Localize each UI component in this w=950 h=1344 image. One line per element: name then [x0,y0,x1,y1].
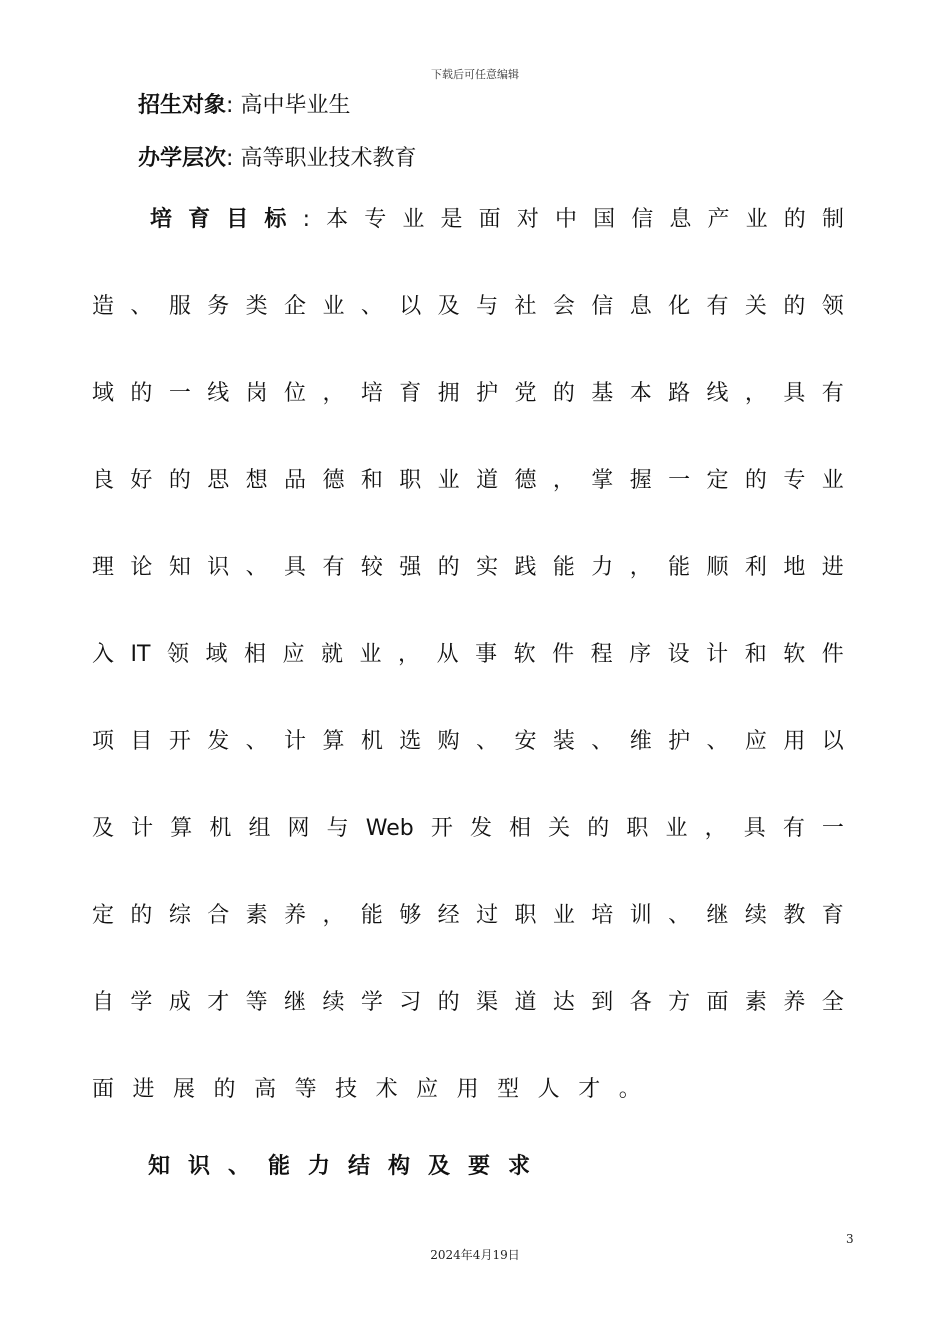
objective-char: 践 [514,555,537,580]
objective-char: 进 [821,555,844,580]
objective-char: 展 [173,1077,196,1102]
objective-char: 选 [399,729,422,754]
objective-char: 德 [322,468,345,493]
objective-char: 应 [416,1077,439,1102]
objective-char: 相 [243,642,266,667]
objective-char: ， [398,642,421,667]
objective-char: 算 [170,816,193,841]
objective-char: 拥 [437,381,460,406]
objective-char: 术 [375,1077,398,1102]
objective-char: 型 [497,1077,520,1102]
objective-line [92,466,844,496]
objective-separator: : [302,207,310,232]
objective-char: 。 [618,1077,641,1102]
objective-char: 力 [591,555,614,580]
objective-char: 领 [821,294,844,319]
objective-char: 域 [92,381,115,406]
objective-char: 人 [537,1077,560,1102]
objective-char: 护 [476,381,499,406]
objective-char: 、 [668,903,691,928]
objective-char: 事 [475,642,498,667]
objective-char: 素 [245,903,268,928]
objective-char: 域 [205,642,228,667]
objective-char: 机 [209,816,232,841]
objective-char: 、 [245,555,268,580]
objective-char: 护 [668,729,691,754]
objective-char: 过 [476,903,499,928]
objective-char: 制 [821,207,844,232]
objective-char: 企 [284,294,307,319]
objective-char: 本 [629,381,652,406]
objective-char: 、 [706,729,729,754]
objective-char: 强 [399,555,422,580]
objective-char: 职 [514,903,537,928]
objective-char: 发 [469,816,492,841]
objective-label-char: 培 [150,207,173,232]
objective-char: 面 [92,1077,115,1102]
objective-char: 育 [399,381,422,406]
objective-char: 以 [821,729,844,754]
objective-char: ， [322,903,345,928]
objective-char: 、 [360,294,383,319]
objective-char: 想 [245,468,268,493]
objective-char: 德 [514,468,537,493]
objective-char: 开 [430,816,453,841]
objective-char: 关 [548,816,571,841]
objective-char: 路 [668,381,691,406]
objective-char: 信 [591,294,614,319]
objective-char: 计 [284,729,307,754]
objective-char: ， [744,381,767,406]
objective-line [92,901,844,931]
objective-char: 的 [587,816,610,841]
objective-char: 一 [668,468,691,493]
objective-char: 具 [743,816,766,841]
objective-char: 职 [626,816,649,841]
objective-char: 一 [168,381,191,406]
objective-char: 线 [207,381,230,406]
objective-char: 从 [436,642,459,667]
objective-char: 渠 [476,990,499,1015]
objective-char: 组 [248,816,271,841]
objective-line [92,553,844,583]
objective-char: 具 [783,381,806,406]
objective-char: 对 [516,207,539,232]
objective-char: 软 [513,642,536,667]
objective-char: 入 [92,642,115,667]
objective-char: 及 [92,816,115,841]
objective-char: 业 [821,468,844,493]
objective-char: 用 [783,729,806,754]
objective-char: 培 [360,381,383,406]
objective-char: 顺 [706,555,729,580]
objective-char: 维 [629,729,652,754]
objective-char: 的 [552,381,575,406]
objective-char: 的 [130,903,153,928]
objective-char: 各 [629,990,652,1015]
objective-char: 够 [399,903,422,928]
objective-char: 有 [782,816,805,841]
objective-label-char: 目 [226,207,249,232]
objective-char: 掌 [591,468,614,493]
objective-char: 成 [168,990,191,1015]
objective-char: 实 [476,555,499,580]
objective-char: 职 [399,468,422,493]
objective-char: 、 [245,729,268,754]
objective-char: 购 [437,729,460,754]
footer-date: 2024年4月19日 [430,1248,520,1262]
education-level-value: 高等职业技术教育 [240,146,417,171]
objective-char: 继 [706,903,729,928]
objective-char: ， [629,555,652,580]
objective-line [92,1075,844,1105]
objective-char: 、 [476,729,499,754]
objective-char: 序 [629,642,652,667]
objective-char: 继 [284,990,307,1015]
objective-char: 产 [707,207,730,232]
enrollment-target-separator: : [226,93,234,118]
objective-char: 关 [744,294,767,319]
objective-char: 有 [322,555,345,580]
objective-char: 训 [629,903,652,928]
objective-char: 的 [437,990,460,1015]
objective-line [92,814,844,844]
objective-char: 有 [821,381,844,406]
objective-char: 专 [783,468,806,493]
objective-char: 用 [456,1077,479,1102]
objective-line [92,292,844,322]
objective-char: 能 [668,555,691,580]
objective-char: 业 [665,816,688,841]
objective-char: ， [552,468,575,493]
objective-char: 经 [437,903,460,928]
objective-char: 综 [168,903,191,928]
objective-char: 造 [92,294,115,319]
objective-char: 理 [92,555,115,580]
objective-char: 全 [821,990,844,1015]
objective-char: 有 [706,294,729,319]
header-note: 下载后可任意编辑 [431,68,519,81]
objective-char: 、 [591,729,614,754]
objective-char: Web [365,816,414,841]
objective-char: 育 [821,903,844,928]
objective-char: 业 [322,294,345,319]
objective-char: 素 [744,990,767,1015]
objective-char: 会 [552,294,575,319]
objective-char: 中 [554,207,577,232]
objective-char: 服 [168,294,191,319]
objective-char: 定 [706,468,729,493]
objective-char: 和 [744,642,767,667]
objective-char: 业 [402,207,425,232]
objective-char: 装 [552,729,575,754]
objective-char: 到 [591,990,614,1015]
enrollment-target-label: 招生对象 [138,93,227,118]
objective-char: 计 [131,816,154,841]
objective-char: 应 [282,642,305,667]
objective-char: 具 [284,555,307,580]
objective-char: 才 [207,990,230,1015]
objective-char: 线 [706,381,729,406]
objective-char: 和 [360,468,383,493]
objective-char: 培 [591,903,614,928]
objective-char: 岗 [245,381,268,406]
objective-char: 的 [168,468,191,493]
objective-char: 软 [783,642,806,667]
objective-char: 方 [668,990,691,1015]
objective-char: 良 [92,468,115,493]
objective-char: 论 [130,555,153,580]
objective-char: 学 [360,990,383,1015]
objective-char: 计 [706,642,729,667]
objective-char: 务 [207,294,230,319]
objective-char: 基 [591,381,614,406]
objective-char: 专 [364,207,387,232]
objective-char: 道 [476,468,499,493]
objective-char: 网 [287,816,310,841]
objective-char: 技 [335,1077,358,1102]
page-number: 3 [846,1232,854,1246]
objective-line [92,988,844,1018]
objective-char: 是 [440,207,463,232]
objective-char: 合 [207,903,230,928]
objective-char: 自 [92,990,115,1015]
objective-char: 业 [359,642,382,667]
objective-char: 思 [207,468,230,493]
objective-char: 、 [130,294,153,319]
objective-char: 续 [744,903,767,928]
objective-char: 就 [321,642,344,667]
enrollment-target-value: 高中毕业生 [240,93,351,118]
objective-char: 达 [552,990,575,1015]
objective-char: 位 [284,381,307,406]
objective-char: 社 [514,294,537,319]
objective-char: 应 [744,729,767,754]
objective-char: 高 [254,1077,277,1102]
objective-char: 件 [552,642,575,667]
section-heading: 知识、能力结构及要求 [148,1154,549,1179]
objective-char: 类 [245,294,268,319]
objective-char: 能 [552,555,575,580]
objective-char: 与 [326,816,349,841]
objective-char: 一 [821,816,844,841]
objective-char: 好 [130,468,153,493]
objective-char: 业 [552,903,575,928]
objective-char: 能 [360,903,383,928]
objective-char: 党 [514,381,537,406]
objective-char: 利 [744,555,767,580]
objective-char: 设 [667,642,690,667]
objective-char: 开 [168,729,191,754]
objective-char: 养 [284,903,307,928]
objective-char: 教 [783,903,806,928]
objective-char: 项 [92,729,115,754]
objective-char: 算 [322,729,345,754]
objective-char: 定 [92,903,115,928]
objective-char: 学 [130,990,153,1015]
objective-char: 国 [593,207,616,232]
objective-char: 的 [744,468,767,493]
objective-char: 养 [783,990,806,1015]
objective-label-char: 育 [188,207,211,232]
objective-char: 进 [132,1077,155,1102]
objective-char: 的 [783,207,806,232]
objective-char: 目 [130,729,153,754]
objective-char: 才 [578,1077,601,1102]
objective-line [150,205,844,235]
objective-char: ， [322,381,345,406]
objective-char: 地 [783,555,806,580]
objective-char: 件 [821,642,844,667]
objective-char: 业 [437,468,460,493]
education-level-separator: : [226,146,234,171]
education-level-label: 办学层次 [138,146,227,171]
objective-char: 的 [130,381,153,406]
objective-char: 业 [745,207,768,232]
education-level [138,141,416,172]
objective-char: 较 [360,555,383,580]
objective-char: 及 [437,294,460,319]
objective-char: 的 [437,555,460,580]
objective-char: 信 [631,207,654,232]
objective-char: 息 [669,207,692,232]
objective-char: 程 [590,642,613,667]
objective-char: 以 [399,294,422,319]
objective-char: 发 [207,729,230,754]
objective-line [92,640,844,670]
objective-char: 机 [360,729,383,754]
objective-char: 知 [168,555,191,580]
objective-char: 的 [213,1077,236,1102]
objective-char: 等 [245,990,268,1015]
objective-char: IT [130,642,151,667]
objective-char: 等 [294,1077,317,1102]
objective-label-char: 标 [264,207,287,232]
objective-char: 面 [706,990,729,1015]
objective-char: 息 [629,294,652,319]
objective-char: 识 [207,555,230,580]
objective-char: 道 [514,990,537,1015]
objective-char: 本 [326,207,349,232]
objective-char: 相 [509,816,532,841]
objective-char: 领 [166,642,189,667]
enrollment-target [138,88,350,119]
objective-char: ， [704,816,727,841]
objective-char: 面 [478,207,501,232]
objective-char: 与 [476,294,499,319]
objective-char: 安 [514,729,537,754]
objective-char: 品 [284,468,307,493]
objective-line [92,379,844,409]
objective-char: 习 [399,990,422,1015]
objective-char: 握 [629,468,652,493]
objective-char: 续 [322,990,345,1015]
objective-char: 的 [783,294,806,319]
objective-char: 化 [668,294,691,319]
objective-line [92,727,844,757]
